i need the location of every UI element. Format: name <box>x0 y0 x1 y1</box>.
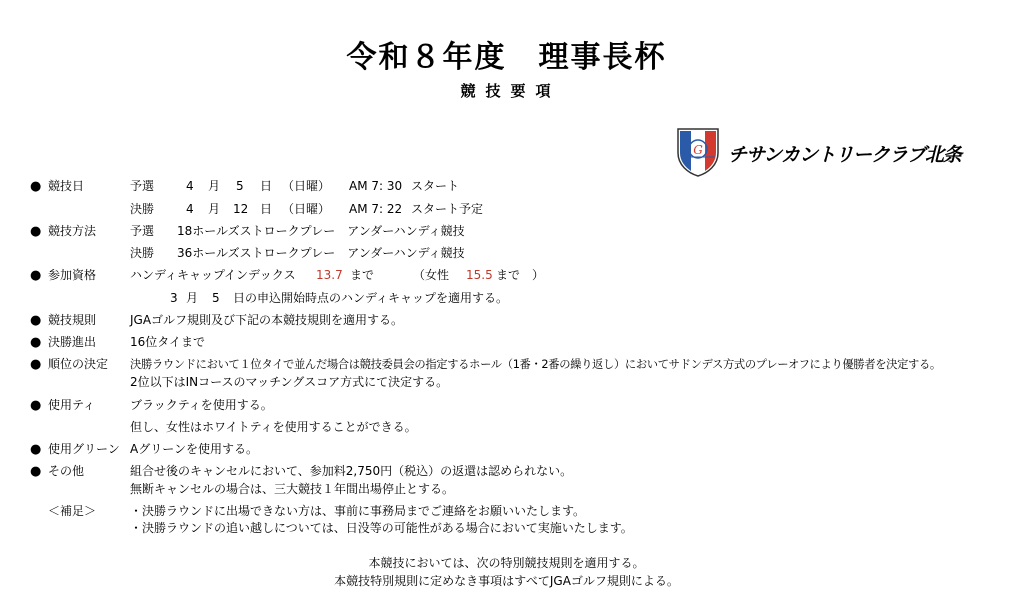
date-row-day: 5 <box>236 179 244 193</box>
other-line-1: 組合せ後のキャンセルにおいて、参加料2,750円（税込）の返還は認められない。 <box>130 464 573 478</box>
section-label-tee: 使用ティ <box>48 398 96 412</box>
date-row-month-unit: 月 <box>208 179 221 193</box>
bullet-icon: ● <box>30 442 42 457</box>
bullet-icon: ● <box>30 224 42 239</box>
ranking-line-1: 決勝ラウンドにおいて１位タイで並んだ場合は競技委員会の指定するホール（1番・2番の繰り返し）においてサドンデス方式のプレーオフにより優勝者を決定する。 <box>130 358 941 371</box>
club-logo <box>676 127 996 179</box>
section-label-ranking: 順位の決定 <box>48 357 109 371</box>
method-row-desc: 36ホールズストロークプレー アンダーハンディ競技 <box>177 246 465 260</box>
section-label-final-entry: 決勝進出 <box>48 335 97 349</box>
ranking-line-2: 2位以下はINコースのマッチングスコア方式にて決定する。 <box>130 375 449 389</box>
eligibility-note-text: 日の申込開始時点のハンディキャップを適用する。 <box>233 291 509 305</box>
section-label-rules: 競技規則 <box>48 313 97 327</box>
club-shield-icon <box>676 127 720 177</box>
green-text: Aグリーンを使用する。 <box>130 442 258 456</box>
date-row-round: 決勝 <box>130 202 155 216</box>
bullet-icon: ● <box>30 179 42 194</box>
eligibility-note-month: 3 <box>170 291 178 305</box>
tee-line-1: ブラックティを使用する。 <box>130 398 273 412</box>
eligibility-men-suffix: まで <box>350 268 375 282</box>
section-label-method: 競技方法 <box>48 224 97 238</box>
section-label-green: 使用グリーン <box>48 442 120 456</box>
eligibility-note-day: 5 <box>212 291 220 305</box>
date-row-month-unit: 月 <box>208 202 221 216</box>
date-row-month: 4 <box>186 179 194 193</box>
supplement-line-2: ・決勝ラウンドの追い越しについては、日没等の可能性がある場合において実施いたします。 <box>130 521 633 535</box>
date-row-time: AM 7: 22 <box>349 202 403 216</box>
page-title: 令和８年度 理事長杯 <box>346 40 667 75</box>
bullet-icon: ● <box>30 335 42 350</box>
bullet-icon: ● <box>30 398 42 413</box>
section-label-supplement: ＜補足＞ <box>48 504 97 518</box>
date-row-day-unit: 日 <box>260 202 273 216</box>
eligibility-men-value: 13.7 <box>316 268 343 282</box>
date-row-weekday: （日曜） <box>282 179 331 193</box>
rules-text: JGAゴルフ規則及び下記の本競技規則を適用する。 <box>130 313 404 327</box>
method-row-round: 予選 <box>130 224 155 238</box>
footer-line-2: 本競技特別規則に定めなき事項はすべてJGAゴルフ規則による。 <box>334 574 679 588</box>
tee-line-2: 但し、女性はホワイトティを使用することができる。 <box>130 420 417 434</box>
section-label-eligibility: 参加資格 <box>48 268 97 282</box>
eligibility-text: ハンディキャップインデックス <box>130 268 296 282</box>
section-label-date: 競技日 <box>48 179 85 193</box>
eligibility-women-prefix: （女性 <box>413 268 450 282</box>
section-label-other: その他 <box>48 464 85 478</box>
date-row-day-unit: 日 <box>260 179 273 193</box>
method-row-desc: 18ホールズストロークプレー アンダーハンディ競技 <box>177 224 465 238</box>
club-name: チサンカントリークラブ北条 <box>728 144 962 166</box>
final-entry-text: 16位タイまで <box>130 335 206 349</box>
date-row-day: 12 <box>233 202 249 216</box>
svg-text:G: G <box>693 143 703 157</box>
date-row-round: 予選 <box>130 179 155 193</box>
date-row-start: スタート <box>411 179 460 193</box>
bullet-icon: ● <box>30 313 42 328</box>
eligibility-note-month-unit: 月 <box>186 291 199 305</box>
date-row-start: スタート予定 <box>411 202 484 216</box>
date-row-time: AM 7: 30 <box>349 179 403 193</box>
eligibility-women-suffix: まで ） <box>496 268 545 282</box>
supplement-line-1: ・決勝ラウンドに出場できない方は、事前に事務局までご連絡をお願いいたします。 <box>130 504 586 518</box>
bullet-icon: ● <box>30 357 42 372</box>
eligibility-women-value: 15.5 <box>466 268 493 282</box>
date-row-month: 4 <box>186 202 194 216</box>
method-row-round: 決勝 <box>130 246 155 260</box>
page-subtitle: 競技要項 <box>460 82 561 100</box>
date-row-weekday: （日曜） <box>282 202 331 216</box>
footer-line-1: 本競技においては、次の特別競技規則を適用する。 <box>368 556 645 570</box>
other-line-2: 無断キャンセルの場合は、三大競技１年間出場停止とする。 <box>130 482 455 496</box>
bullet-icon: ● <box>30 464 42 479</box>
bullet-icon: ● <box>30 268 42 283</box>
